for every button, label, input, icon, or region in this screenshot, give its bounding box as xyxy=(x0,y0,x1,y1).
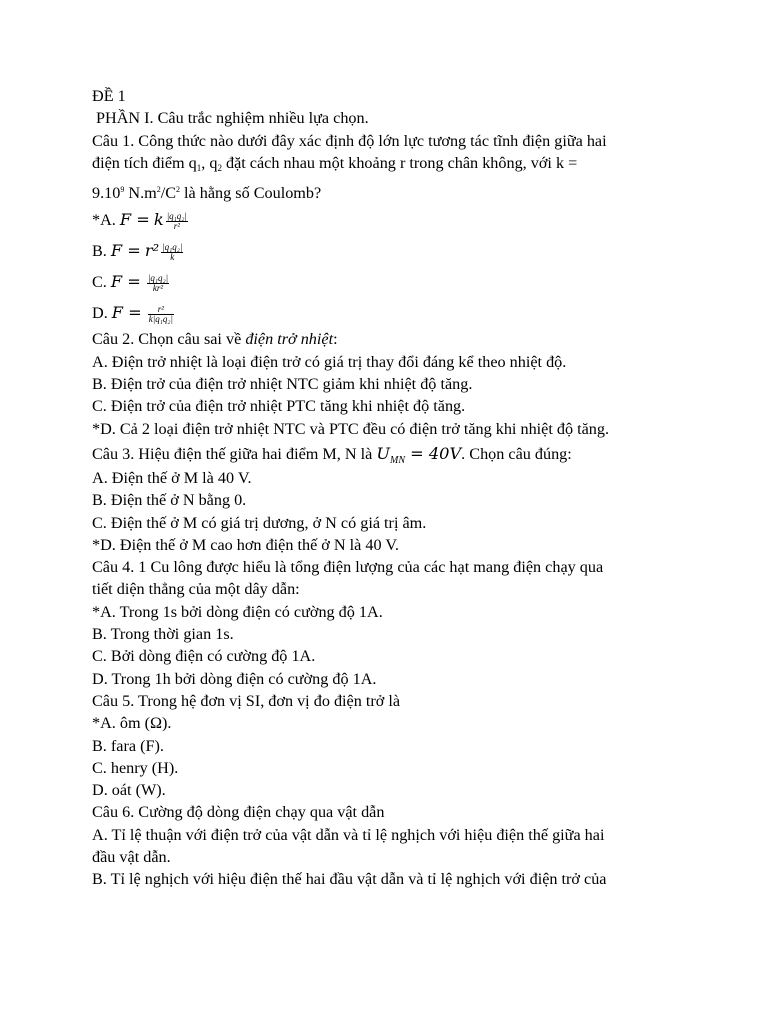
question-1-option-d: D. F = $\frac{\text{r²}}{\text{k|q₁q₂|}}$ xyxy=(92,303,173,325)
question-5-option-d: D. oát (W). xyxy=(92,781,166,800)
question-1-option-a: *A. F = k $\frac{\text{|q₁q₂|}}{\text{r²}}$ xyxy=(92,210,187,232)
question-2-option-c: C. Điện trở của điện trở nhiệt PTC tăng khi nhiệt độ tăng. xyxy=(92,397,466,416)
fraction: $\frac{\text{r²}}{\text{k|q₁q₂|}}$ xyxy=(148,304,173,325)
question-2-stem: Câu 2. Chọn câu sai về điện trở nhiệt: xyxy=(92,330,338,349)
question-3-option-a: A. Điện thế ở M là 40 V. xyxy=(92,468,252,487)
question-1-stem-line-1: Câu 1. Công thức nào dưới đây xác định độ lớn lực tương tác tĩnh điện giữa hai xyxy=(92,131,607,150)
question-2-option-a: A. Điện trở nhiệt là loại điện trở có giá trị thay đổi đáng kể theo nhiệt độ. xyxy=(92,352,567,371)
question-4-option-d: D. Trong 1h bởi dòng điện có cường độ 1A. xyxy=(92,669,377,688)
question-6 xyxy=(92,801,692,890)
question-5-stem: Câu 5. Trong hệ đơn vị SI, đơn vị đo điện trở là xyxy=(92,691,401,710)
part-heading: PHẦN I. Câu trắc nghiệm nhiều lựa chọn. xyxy=(96,109,369,128)
question-4 xyxy=(92,556,692,690)
question-6-stem: Câu 6. Cường độ dòng điện chạy qua vật dẫn xyxy=(92,803,385,822)
question-6-option-a-line-2: đầu vật dẫn. xyxy=(92,848,171,867)
question-6-option-a-line-1: A. Tỉ lệ thuận với điện trở của vật dẫn và tỉ lệ nghịch với hiệu điện thế giữa hai xyxy=(92,825,605,844)
question-4-option-c: C. Bởi dòng điện có cường độ 1A. xyxy=(92,647,316,666)
fraction: $\frac{\text{|q₁q₂|}}{\text{kr²}}$ xyxy=(147,273,169,294)
question-1-stem-line-2: điện tích điểm $q_1$, $q_2$ đặt cách nhau một khoảng r trong chân không, với k = xyxy=(92,153,578,173)
question-1-option-b: B. F = r² $\frac{\text{|q₁q₂|}}{k}$ xyxy=(92,241,183,263)
question-3-option-c: C. Điện thế ở M có giá trị dương, ở N có giá trị âm. xyxy=(92,513,427,532)
question-3 xyxy=(92,440,692,556)
question-3-option-b: B. Điện thế ở N bằng 0. xyxy=(92,491,247,510)
question-6-option-b-line-1: B. Tỉ lệ nghịch với hiệu điện thế hai đầu vật dẫn và tỉ lệ nghịch với điện trở của xyxy=(92,870,607,889)
question-2-option-d: *D. Cả 2 loại điện trở nhiệt NTC và PTC đều có điện trở tăng khi nhiệt độ tăng. xyxy=(92,419,610,438)
question-1-option-c: C. F = $\frac{\text{|q₁q₂|}}{\text{kr²}}$ xyxy=(92,272,169,294)
question-3-stem: Câu 3. Hiệu điện thế giữa hai điểm M, N là $U_{MN} = 40V$. Chọn câu đúng: xyxy=(92,443,572,466)
fraction: $\frac{\text{|q₁q₂|}}{k}$ xyxy=(162,242,183,263)
question-4-option-b: B. Trong thời gian 1s. xyxy=(92,625,234,644)
question-5 xyxy=(92,690,692,801)
question-1-stem-line-3: 9.10$^9$ $N.m^2/C^2$ là hằng số Coulomb? xyxy=(92,184,322,203)
question-2 xyxy=(92,328,692,439)
question-1 xyxy=(92,130,692,329)
question-3-option-d: *D. Điện thế ở M cao hơn điện thế ở N là 40 V. xyxy=(92,535,399,554)
document-page xyxy=(92,85,692,891)
fraction: $\frac{\text{|q₁q₂|}}{\text{r²}}$ xyxy=(166,211,187,232)
question-5-option-b: B. fara (F). xyxy=(92,736,164,755)
question-5-option-a: *A. ôm (Ω). xyxy=(92,714,172,733)
question-4-stem-line-2: tiết diện thẳng của một dây dẫn: xyxy=(92,580,300,599)
question-2-option-b: B. Điện trở của điện trở nhiệt NTC giảm khi nhiệt độ tăng. xyxy=(92,375,473,394)
question-4-option-a: *A. Trong 1s bởi dòng điện có cường độ 1A. xyxy=(92,602,383,621)
question-5-option-c: C. henry (H). xyxy=(92,758,179,777)
exam-title: ĐỀ 1 xyxy=(92,87,126,105)
question-4-stem-line-1: Câu 4. 1 Cu lông được hiểu là tổng điện lượng của các hạt mang điện chạy qua xyxy=(92,558,604,577)
